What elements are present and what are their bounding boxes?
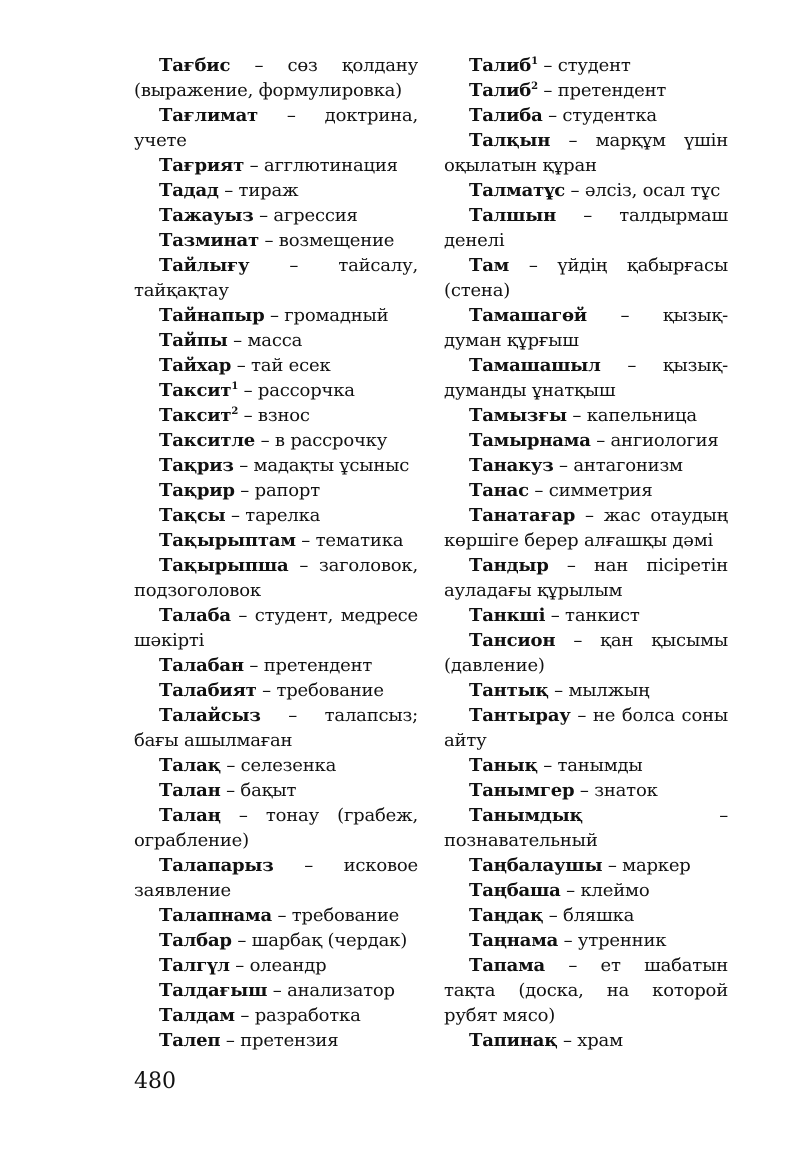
headword-text: Талиба: [469, 105, 543, 126]
entry-headword: [159, 930, 232, 951]
left-column: [134, 53, 418, 1053]
headword-text: Тантық: [469, 680, 549, 701]
headword-text: Тамашагөй: [469, 305, 587, 326]
dictionary-entry: [444, 678, 728, 703]
entry-definition: – громадный: [264, 305, 389, 326]
dictionary-entry: [444, 203, 728, 253]
entry-headword: [159, 230, 259, 251]
entry-definition: – претендент: [243, 655, 373, 676]
dictionary-entry: [134, 253, 418, 303]
headword-text: Тамашашыл: [469, 355, 601, 376]
entry-definition: – не болса соны айту: [444, 705, 728, 751]
entry-definition: – бақыт: [220, 780, 297, 801]
headword-text: Тайхар: [159, 355, 232, 376]
headword-text: Тақрир: [159, 480, 235, 501]
entry-definition: – претензия: [220, 1030, 339, 1051]
dictionary-entry: [134, 228, 418, 253]
entry-definition: – студентка: [542, 105, 657, 126]
entry-headword: [469, 55, 538, 76]
headword-text: Танымгер: [469, 780, 575, 801]
dictionary-entry: [134, 803, 418, 853]
dictionary-entry: [444, 703, 728, 753]
dictionary-entry: [444, 178, 728, 203]
entry-definition: – знаток: [574, 780, 658, 801]
entry-headword: [159, 1005, 235, 1026]
entry-headword: [469, 80, 538, 101]
entry-headword: [159, 980, 267, 1001]
entry-headword: [469, 955, 545, 976]
headword-text: Талан: [159, 780, 221, 801]
headword-text: Талиб: [469, 80, 532, 101]
entry-definition: – анализатор: [267, 980, 395, 1001]
entry-definition: – антагонизм: [553, 455, 683, 476]
entry-definition: – тематика: [295, 530, 404, 551]
entry-definition: – қызық-думан құрғыш: [444, 305, 728, 351]
entry-headword: [469, 855, 602, 876]
headword-text: Тамызғы: [469, 405, 567, 426]
dictionary-entry: [444, 553, 728, 603]
entry-headword: [469, 555, 549, 576]
headword-text: Талеп: [159, 1030, 221, 1051]
entry-definition: – в рассрочку: [255, 430, 388, 451]
headword-text: Талдам: [159, 1005, 235, 1026]
entry-headword: [469, 130, 550, 151]
entry-headword: [469, 755, 538, 776]
entry-headword: [159, 555, 289, 576]
entry-definition: – мылжың: [548, 680, 650, 701]
dictionary-entry: [134, 1028, 418, 1053]
headword-text: Тайпы: [159, 330, 228, 351]
dictionary-entry: [134, 453, 418, 478]
dictionary-entry: [444, 878, 728, 903]
entry-definition: – клеймо: [560, 880, 650, 901]
headword-text: Талапнама: [159, 905, 272, 926]
dictionary-entry: [444, 428, 728, 453]
headword-text: Талиб: [469, 55, 532, 76]
entry-definition: – агглютинация: [244, 155, 398, 176]
dictionary-entry: [134, 603, 418, 653]
headword-text: Таксит: [159, 380, 232, 401]
entry-definition: – әлсіз, осал тұс: [565, 180, 721, 201]
entry-headword: [159, 780, 221, 801]
headword-text: Тақырыптам: [159, 530, 296, 551]
dictionary-entry: [444, 103, 728, 128]
entry-definition: – требование: [256, 680, 384, 701]
dictionary-entry: [444, 78, 728, 103]
entry-definition: – қан қысымы (давление): [444, 630, 728, 676]
dictionary-entry: [134, 753, 418, 778]
homonym-number: 1: [531, 56, 538, 67]
entry-headword: [159, 205, 254, 226]
entry-headword: [469, 780, 574, 801]
entry-definition: – рассорчка: [238, 380, 355, 401]
dictionary-entry: [444, 478, 728, 503]
entry-definition: – разработка: [234, 1005, 361, 1026]
headword-text: Тандыр: [469, 555, 549, 576]
entry-definition: – храм: [557, 1030, 623, 1051]
entry-definition: – капельница: [566, 405, 697, 426]
dictionary-entry: [134, 478, 418, 503]
headword-text: Тазминат: [159, 230, 259, 251]
dictionary-entry: [444, 753, 728, 778]
headword-text: Танық: [469, 755, 538, 776]
entry-headword: [469, 505, 575, 526]
entry-headword: [469, 405, 567, 426]
entry-definition: – нан пісіретін ауладағы құрылым: [444, 555, 728, 601]
entry-headword: [159, 530, 296, 551]
dictionary-entry: [444, 53, 728, 78]
homonym-number: 2: [531, 81, 538, 92]
entry-definition: – мадақты ұсыныс: [233, 455, 410, 476]
entry-definition: – симметрия: [528, 480, 653, 501]
dictionary-entry: [444, 603, 728, 628]
entry-headword: [469, 805, 583, 826]
entry-headword: [469, 930, 558, 951]
entry-definition: – танкист: [545, 605, 640, 626]
dictionary-entry: [134, 678, 418, 703]
dictionary-entry: [134, 53, 418, 103]
dictionary-entry: [134, 428, 418, 453]
headword-text: Таңнама: [469, 930, 559, 951]
dictionary-entry: [134, 203, 418, 228]
dictionary-entry: [134, 378, 418, 403]
headword-text: Таңбалаушы: [469, 855, 603, 876]
headword-text: Талақ: [159, 755, 221, 776]
entry-headword: [469, 305, 587, 326]
entry-definition: – взнос: [238, 405, 310, 426]
entry-headword: [469, 480, 529, 501]
entry-headword: [469, 455, 554, 476]
entry-headword: [159, 605, 231, 626]
headword-text: Тамырнама: [469, 430, 591, 451]
entry-definition: – марқұм үшін оқылатын құран: [444, 130, 728, 176]
headword-text: Тақсы: [159, 505, 226, 526]
entry-definition: – ет шабатын тақта (доска, на которой рубят мясо): [444, 955, 728, 1026]
entry-definition: – познавательный: [444, 805, 728, 851]
dictionary-entry: [444, 1028, 728, 1053]
entry-definition: – масса: [227, 330, 303, 351]
dictionary-entry: [134, 153, 418, 178]
headword-text: Талабан: [159, 655, 244, 676]
dictionary-entry: [134, 778, 418, 803]
entry-definition: – олеандр: [229, 955, 327, 976]
headword-text: Тайлығу: [159, 255, 250, 276]
headword-text: Танымдық: [469, 805, 583, 826]
headword-text: Талаба: [159, 605, 231, 626]
headword-text: Танатағар: [469, 505, 576, 526]
headword-text: Тапама: [469, 955, 545, 976]
headword-text: Талқын: [469, 130, 551, 151]
dictionary-entry: [134, 528, 418, 553]
entry-headword: [159, 355, 231, 376]
entry-headword: [159, 505, 225, 526]
entry-definition: – рапорт: [234, 480, 320, 501]
entry-headword: [159, 955, 230, 976]
entry-headword: [159, 855, 274, 876]
headword-text: Талшын: [469, 205, 557, 226]
headword-text: Тағбис: [159, 55, 231, 76]
entry-definition: – ангиология: [590, 430, 719, 451]
entry-definition: – студент, медресе шәкірті: [134, 605, 418, 651]
dictionary-entry: [134, 903, 418, 928]
headword-text: Таңбаша: [469, 880, 561, 901]
headword-text: Тансион: [469, 630, 556, 651]
headword-text: Танкші: [469, 605, 546, 626]
entry-headword: [469, 430, 591, 451]
entry-headword: [159, 480, 235, 501]
dictionary-entry: [134, 553, 418, 603]
dictionary-entry: [444, 353, 728, 403]
entry-definition: – тарелка: [225, 505, 321, 526]
entry-definition: – тонау (грабеж, ограбление): [134, 805, 418, 851]
entry-headword: [469, 1030, 557, 1051]
headword-text: Тапинақ: [469, 1030, 558, 1051]
headword-text: Талгүл: [159, 955, 230, 976]
entry-headword: [469, 880, 561, 901]
dictionary-entry: [444, 403, 728, 428]
dictionary-entry: [444, 778, 728, 803]
entry-headword: [469, 705, 571, 726]
entry-definition: – сөз қолдану (выражение, формулировка): [134, 55, 418, 101]
headword-text: Таксит: [159, 405, 232, 426]
entry-headword: [159, 655, 244, 676]
headword-text: Тағрият: [159, 155, 245, 176]
entry-definition: – тайсалу, тайқақтау: [134, 255, 418, 301]
dictionary-entry: [444, 928, 728, 953]
entry-definition: – возмещение: [258, 230, 395, 251]
headword-text: Талбар: [159, 930, 232, 951]
dictionary-entry: [134, 703, 418, 753]
entry-definition: – исковое заявление: [134, 855, 418, 901]
entry-headword: [469, 680, 549, 701]
dictionary-entry: [134, 953, 418, 978]
entry-headword: [469, 355, 601, 376]
headword-text: Тағлимат: [159, 105, 258, 126]
headword-text: Тантырау: [469, 705, 571, 726]
dictionary-entry: [444, 453, 728, 478]
dictionary-entry: [444, 803, 728, 853]
dictionary-entry: [134, 328, 418, 353]
entry-headword: [469, 105, 543, 126]
dictionary-entry: [444, 128, 728, 178]
entry-headword: [159, 455, 234, 476]
dictionary-entry: [134, 1003, 418, 1028]
dictionary-entry: [134, 503, 418, 528]
headword-text: Танас: [469, 480, 529, 501]
headword-text: Тайнапыр: [159, 305, 265, 326]
entry-definition: – қызық-думанды ұнатқыш: [444, 355, 728, 401]
right-column: [444, 53, 728, 1053]
headword-text: Тақырыпша: [159, 555, 289, 576]
entry-definition: – талдырмаш денелі: [444, 205, 728, 251]
headword-text: Танакуз: [469, 455, 554, 476]
entry-headword: [159, 430, 255, 451]
dictionary-entry: [134, 103, 418, 153]
headword-text: Такситле: [159, 430, 256, 451]
dictionary-entry: [444, 853, 728, 878]
entry-definition: – требование: [271, 905, 400, 926]
headword-text: Талабият: [159, 680, 257, 701]
entry-definition: – жас отаудың көршіге берер алғашқы дәмі: [444, 505, 728, 551]
entry-definition: – студент: [537, 55, 631, 76]
dictionary-entry: [134, 653, 418, 678]
entry-definition: – бляшка: [543, 905, 635, 926]
headword-text: Тақриз: [159, 455, 234, 476]
entry-definition: – агрессия: [253, 205, 358, 226]
dictionary-entry: [134, 853, 418, 903]
headword-text: Там: [469, 255, 510, 276]
entry-definition: – заголовок, подзоголовок: [134, 555, 418, 601]
dictionary-entry: [444, 303, 728, 353]
entry-headword: [469, 180, 565, 201]
entry-headword: [159, 405, 238, 426]
headword-text: Талаң: [159, 805, 221, 826]
headword-text: Тадад: [159, 180, 219, 201]
dictionary-entry: [134, 928, 418, 953]
entry-headword: [159, 680, 257, 701]
entry-definition: – селезенка: [220, 755, 337, 776]
page-number: 480: [134, 1069, 176, 1094]
entry-headword: [159, 330, 228, 351]
entry-definition: – маркер: [602, 855, 691, 876]
dictionary-entry: [134, 978, 418, 1003]
dictionary-entry: [444, 953, 728, 1028]
entry-headword: [159, 805, 221, 826]
dictionary-entry: [444, 253, 728, 303]
entry-headword: [469, 205, 556, 226]
headword-text: Талайсыз: [159, 705, 261, 726]
entry-headword: [469, 605, 545, 626]
dictionary-entry: [134, 353, 418, 378]
entry-headword: [159, 1030, 220, 1051]
entry-headword: [159, 905, 272, 926]
entry-headword: [159, 55, 230, 76]
entry-headword: [159, 105, 258, 126]
entry-definition: – претендент: [537, 80, 667, 101]
headword-text: Талдағыш: [159, 980, 268, 1001]
entry-definition: – тай есек: [231, 355, 331, 376]
entry-headword: [159, 255, 249, 276]
headword-text: Тажауыз: [159, 205, 254, 226]
headword-text: Талматұс: [469, 180, 566, 201]
headword-text: Талапарыз: [159, 855, 274, 876]
entry-definition: – талапсыз; бағы ашылмаған: [134, 705, 418, 751]
headword-text: Таңдақ: [469, 905, 544, 926]
entry-headword: [469, 630, 555, 651]
dictionary-entry: [444, 628, 728, 678]
entry-headword: [159, 755, 221, 776]
entry-headword: [159, 705, 261, 726]
dictionary-entry: [444, 903, 728, 928]
dictionary-entry: [134, 303, 418, 328]
entry-headword: [159, 155, 244, 176]
entry-definition: – тираж: [218, 180, 299, 201]
dictionary-entry: [134, 403, 418, 428]
dictionary-entry: [444, 503, 728, 553]
entry-definition: – танымды: [537, 755, 643, 776]
homonym-number: 1: [231, 381, 239, 392]
entry-definition: – үйдің қабырғасы (стена): [444, 255, 728, 301]
dictionary-entry: [134, 178, 418, 203]
entry-headword: [469, 905, 543, 926]
homonym-number: 2: [231, 406, 239, 417]
entry-definition: – доктрина, учете: [134, 105, 418, 151]
entry-headword: [159, 380, 238, 401]
entry-definition: – утренник: [558, 930, 667, 951]
entry-definition: – шарбақ (чердак): [231, 930, 408, 951]
entry-headword: [159, 180, 219, 201]
entry-headword: [469, 255, 509, 276]
entry-headword: [159, 305, 264, 326]
